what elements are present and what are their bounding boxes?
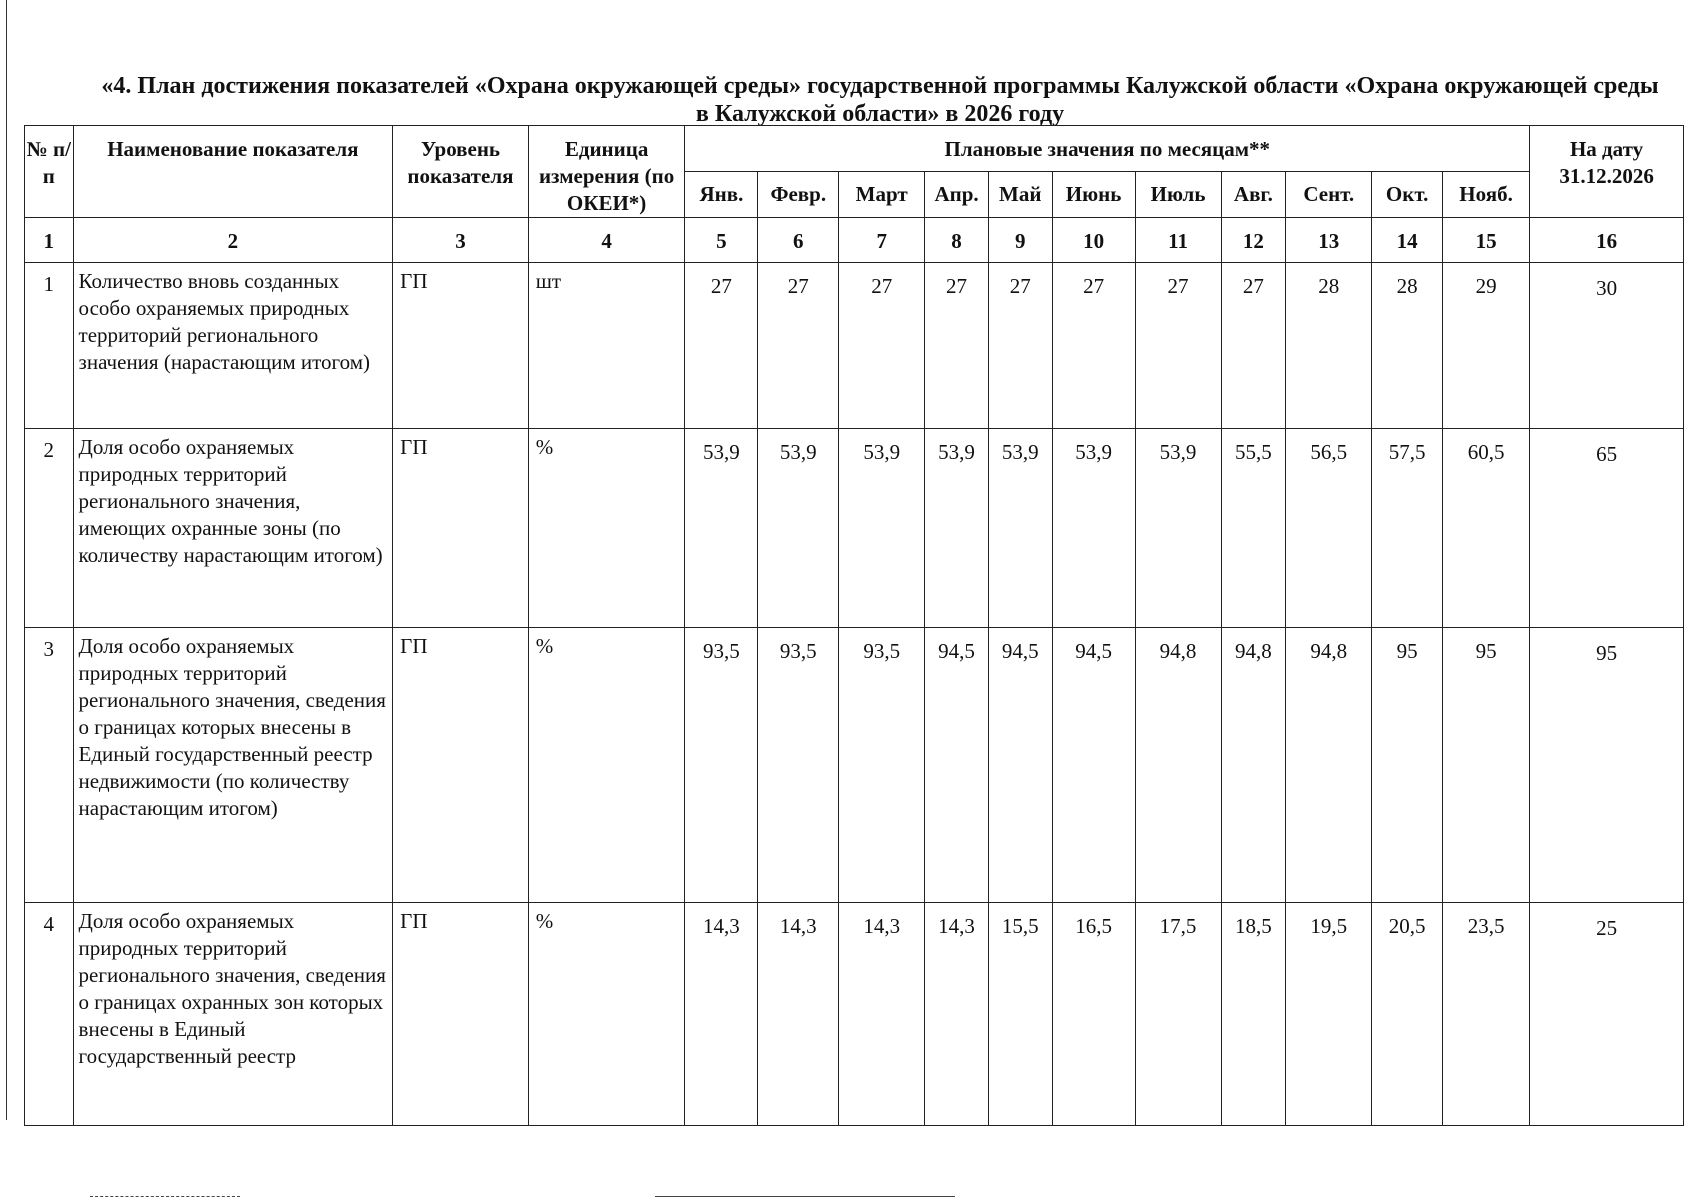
month-value: 53,9 — [988, 429, 1052, 628]
month-value: 23,5 — [1443, 903, 1530, 1126]
month-header: Март — [839, 172, 925, 218]
footnote-divider — [90, 1196, 240, 1197]
table-row — [25, 429, 1684, 628]
month-value: 27 — [925, 263, 989, 429]
column-number: 11 — [1135, 218, 1221, 263]
month-value: 93,5 — [839, 628, 925, 903]
month-value: 14,3 — [685, 903, 758, 1126]
month-header: Сент. — [1286, 172, 1372, 218]
year-end-value: 25 — [1530, 903, 1684, 1126]
page-divider — [655, 1196, 955, 1197]
month-value: 27 — [1052, 263, 1135, 429]
column-number: 16 — [1530, 218, 1684, 263]
month-value: 14,3 — [925, 903, 989, 1126]
column-number: 15 — [1443, 218, 1530, 263]
month-value: 27 — [1135, 263, 1221, 429]
column-number: 14 — [1372, 218, 1443, 263]
month-value: 53,9 — [1135, 429, 1221, 628]
header-num: № п/п — [25, 126, 74, 218]
month-value: 18,5 — [1221, 903, 1286, 1126]
indicator-name: Количество вновь созданных особо охраняемых природных территорий регионального значения (нарастающим итогом) — [73, 263, 393, 429]
column-numbers-row — [25, 218, 1684, 263]
indicator-level: ГП — [393, 628, 529, 903]
month-value: 53,9 — [925, 429, 989, 628]
column-number: 5 — [685, 218, 758, 263]
column-number: 12 — [1221, 218, 1286, 263]
header-name: Наименование показателя — [73, 126, 393, 218]
month-value: 20,5 — [1372, 903, 1443, 1126]
month-value: 28 — [1286, 263, 1372, 429]
month-value: 14,3 — [758, 903, 839, 1126]
column-number: 9 — [988, 218, 1052, 263]
row-number: 3 — [25, 628, 74, 903]
indicator-name: Доля особо охраняемых природных территорий регионального значения, сведения о границах которых внесены в Единый государственный реестр недвижимости (по количеству нарастающим итогом) — [73, 628, 393, 903]
year-end-value: 95 — [1530, 628, 1684, 903]
month-value: 27 — [988, 263, 1052, 429]
page-title: «4. План достижения показателей «Охрана окружающей среды» государственной программы Калужской области «Охрана окружающей среды в Калужской области» в 2026 году — [101, 73, 1659, 127]
month-value: 60,5 — [1443, 429, 1530, 628]
month-value: 94,5 — [1052, 628, 1135, 903]
column-number: 13 — [1286, 218, 1372, 263]
month-header: Нояб. — [1443, 172, 1530, 218]
margin-rule — [6, 0, 7, 1120]
indicator-unit: шт — [528, 263, 685, 429]
month-value: 94,5 — [988, 628, 1052, 903]
month-value: 27 — [839, 263, 925, 429]
row-number: 2 — [25, 429, 74, 628]
month-value: 57,5 — [1372, 429, 1443, 628]
header-level: Уровень показателя — [393, 126, 529, 218]
table-row — [25, 263, 1684, 429]
month-value: 93,5 — [685, 628, 758, 903]
indicator-name: Доля особо охраняемых природных территорий регионального значения, сведения о границах охранных зон которых внесены в Единый государственный реестр — [73, 903, 393, 1126]
month-value: 53,9 — [758, 429, 839, 628]
year-end-value: 30 — [1530, 263, 1684, 429]
month-value: 94,8 — [1135, 628, 1221, 903]
month-value: 95 — [1443, 628, 1530, 903]
month-header: Авг. — [1221, 172, 1286, 218]
column-number: 6 — [758, 218, 839, 263]
month-header: Июль — [1135, 172, 1221, 218]
indicator-unit: % — [528, 429, 685, 628]
column-number: 10 — [1052, 218, 1135, 263]
column-number: 7 — [839, 218, 925, 263]
month-value: 94,5 — [925, 628, 989, 903]
indicator-name: Доля особо охраняемых природных территорий регионального значения, имеющих охранные зоны (по количеству нарастающим итогом) — [73, 429, 393, 628]
month-value: 27 — [1221, 263, 1286, 429]
header-unit: Единица измерения (по ОКЕИ*) — [528, 126, 685, 218]
column-number: 1 — [25, 218, 74, 263]
column-number: 2 — [73, 218, 393, 263]
month-value: 27 — [758, 263, 839, 429]
month-value: 55,5 — [1221, 429, 1286, 628]
indicators-table — [24, 125, 1684, 1126]
month-value: 53,9 — [839, 429, 925, 628]
month-value: 94,8 — [1221, 628, 1286, 903]
month-value: 16,5 — [1052, 903, 1135, 1126]
month-value: 19,5 — [1286, 903, 1372, 1126]
header-plan: Плановые значения по месяцам** — [685, 126, 1530, 172]
year-end-value: 65 — [1530, 429, 1684, 628]
month-value: 53,9 — [1052, 429, 1135, 628]
month-value: 17,5 — [1135, 903, 1221, 1126]
month-value: 53,9 — [685, 429, 758, 628]
indicator-level: ГП — [393, 903, 529, 1126]
month-header: Май — [988, 172, 1052, 218]
month-header: Окт. — [1372, 172, 1443, 218]
month-header: Янв. — [685, 172, 758, 218]
month-value: 95 — [1372, 628, 1443, 903]
month-header: Апр. — [925, 172, 989, 218]
month-header: Июнь — [1052, 172, 1135, 218]
month-header: Февр. — [758, 172, 839, 218]
month-value: 56,5 — [1286, 429, 1372, 628]
month-value: 27 — [685, 263, 758, 429]
table-row — [25, 903, 1684, 1126]
month-value: 94,8 — [1286, 628, 1372, 903]
indicator-unit: % — [528, 628, 685, 903]
month-value: 14,3 — [839, 903, 925, 1126]
column-number: 3 — [393, 218, 529, 263]
indicator-level: ГП — [393, 429, 529, 628]
header-total: На дату 31.12.2026 — [1530, 126, 1684, 218]
month-value: 29 — [1443, 263, 1530, 429]
header-row — [25, 126, 1684, 172]
indicator-level: ГП — [393, 263, 529, 429]
table-row — [25, 628, 1684, 903]
column-number: 4 — [528, 218, 685, 263]
row-number: 1 — [25, 263, 74, 429]
column-number: 8 — [925, 218, 989, 263]
month-value: 15,5 — [988, 903, 1052, 1126]
month-value: 28 — [1372, 263, 1443, 429]
row-number: 4 — [25, 903, 74, 1126]
month-value: 93,5 — [758, 628, 839, 903]
indicator-unit: % — [528, 903, 685, 1126]
